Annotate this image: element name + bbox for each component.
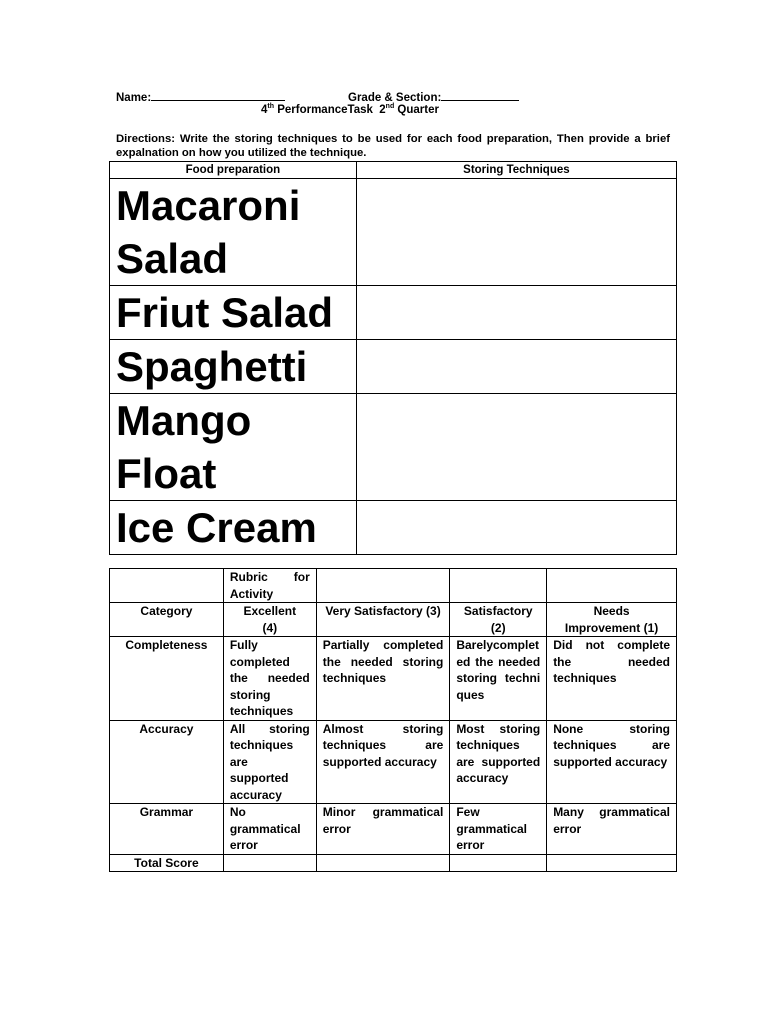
rubric-title: Rubric for Activity xyxy=(223,569,316,603)
rubric-cell: Minor grammatical error xyxy=(316,804,450,855)
grade-section-blank-line[interactable] xyxy=(441,89,519,101)
header-excellent: Excellent (4) xyxy=(223,603,316,637)
rubric-title-spacer xyxy=(110,569,224,603)
rubric-cell: Did not complete the needed techniques xyxy=(547,637,677,721)
rubric-cell: Most storing techniques are supported accuracy xyxy=(450,720,547,804)
food-item: Spaghetti xyxy=(110,340,357,394)
header-satisfactory: Satisfactory (2) xyxy=(450,603,547,637)
rubric-table xyxy=(109,568,677,872)
food-preparation-header: Food preparation xyxy=(110,162,357,179)
header-category: Category xyxy=(110,603,224,637)
rubric-cell: Many grammatical error xyxy=(547,804,677,855)
food-item: Macaroni Salad xyxy=(110,179,357,286)
total-score-label: Total Score xyxy=(110,854,224,872)
rubric-cell: All storing techniques are supported accuracy xyxy=(223,720,316,804)
food-item: Mango Float xyxy=(110,394,357,501)
task-heading: 4th PerformanceTask 2nd Quarter xyxy=(261,103,439,116)
total-score-cell[interactable] xyxy=(316,854,450,872)
total-score-cell[interactable] xyxy=(450,854,547,872)
grade-section-label: Grade & Section: xyxy=(348,92,442,104)
food-item: Friut Salad xyxy=(110,286,357,340)
storing-technique-cell[interactable] xyxy=(356,340,676,394)
header-very-satisfactory: Very Satisfactory (3) xyxy=(316,603,450,637)
header-needs-improvement: Needs Improvement (1) xyxy=(547,603,677,637)
category-completeness: Completeness xyxy=(110,637,224,721)
storing-technique-cell[interactable] xyxy=(356,394,676,501)
rubric-cell: No grammatical error xyxy=(223,804,316,855)
name-label: Name: xyxy=(116,92,152,104)
storing-technique-cell[interactable] xyxy=(356,501,676,555)
name-blank-line[interactable] xyxy=(151,89,285,101)
total-score-cell[interactable] xyxy=(223,854,316,872)
rubric-cell: Barelycompleted the needed storing techniques xyxy=(450,637,547,721)
rubric-cell: Partially completed the needed storing techniques xyxy=(316,637,450,721)
rubric-cell: Few grammatical error xyxy=(450,804,547,855)
total-score-cell[interactable] xyxy=(547,854,677,872)
food-item: Ice Cream xyxy=(110,501,357,555)
grade-section-field xyxy=(348,89,519,104)
category-accuracy: Accuracy xyxy=(110,720,224,804)
storing-technique-cell[interactable] xyxy=(356,179,676,286)
rubric-cell: None storing techniques are supported accuracy xyxy=(547,720,677,804)
rubric-cell: Fully completed the needed storing techniques xyxy=(223,637,316,721)
storing-technique-cell[interactable] xyxy=(356,286,676,340)
food-preparation-table xyxy=(109,161,677,555)
directions-text: Directions: Write the storing techniques to be used for each food preparation, Then provide a brief expalnation on how you utilized the technique. xyxy=(116,133,670,159)
category-grammar: Grammar xyxy=(110,804,224,855)
name-field xyxy=(116,89,285,104)
rubric-cell: Almost storing techniques are supported accuracy xyxy=(316,720,450,804)
storing-techniques-header: Storing Techniques xyxy=(356,162,676,179)
